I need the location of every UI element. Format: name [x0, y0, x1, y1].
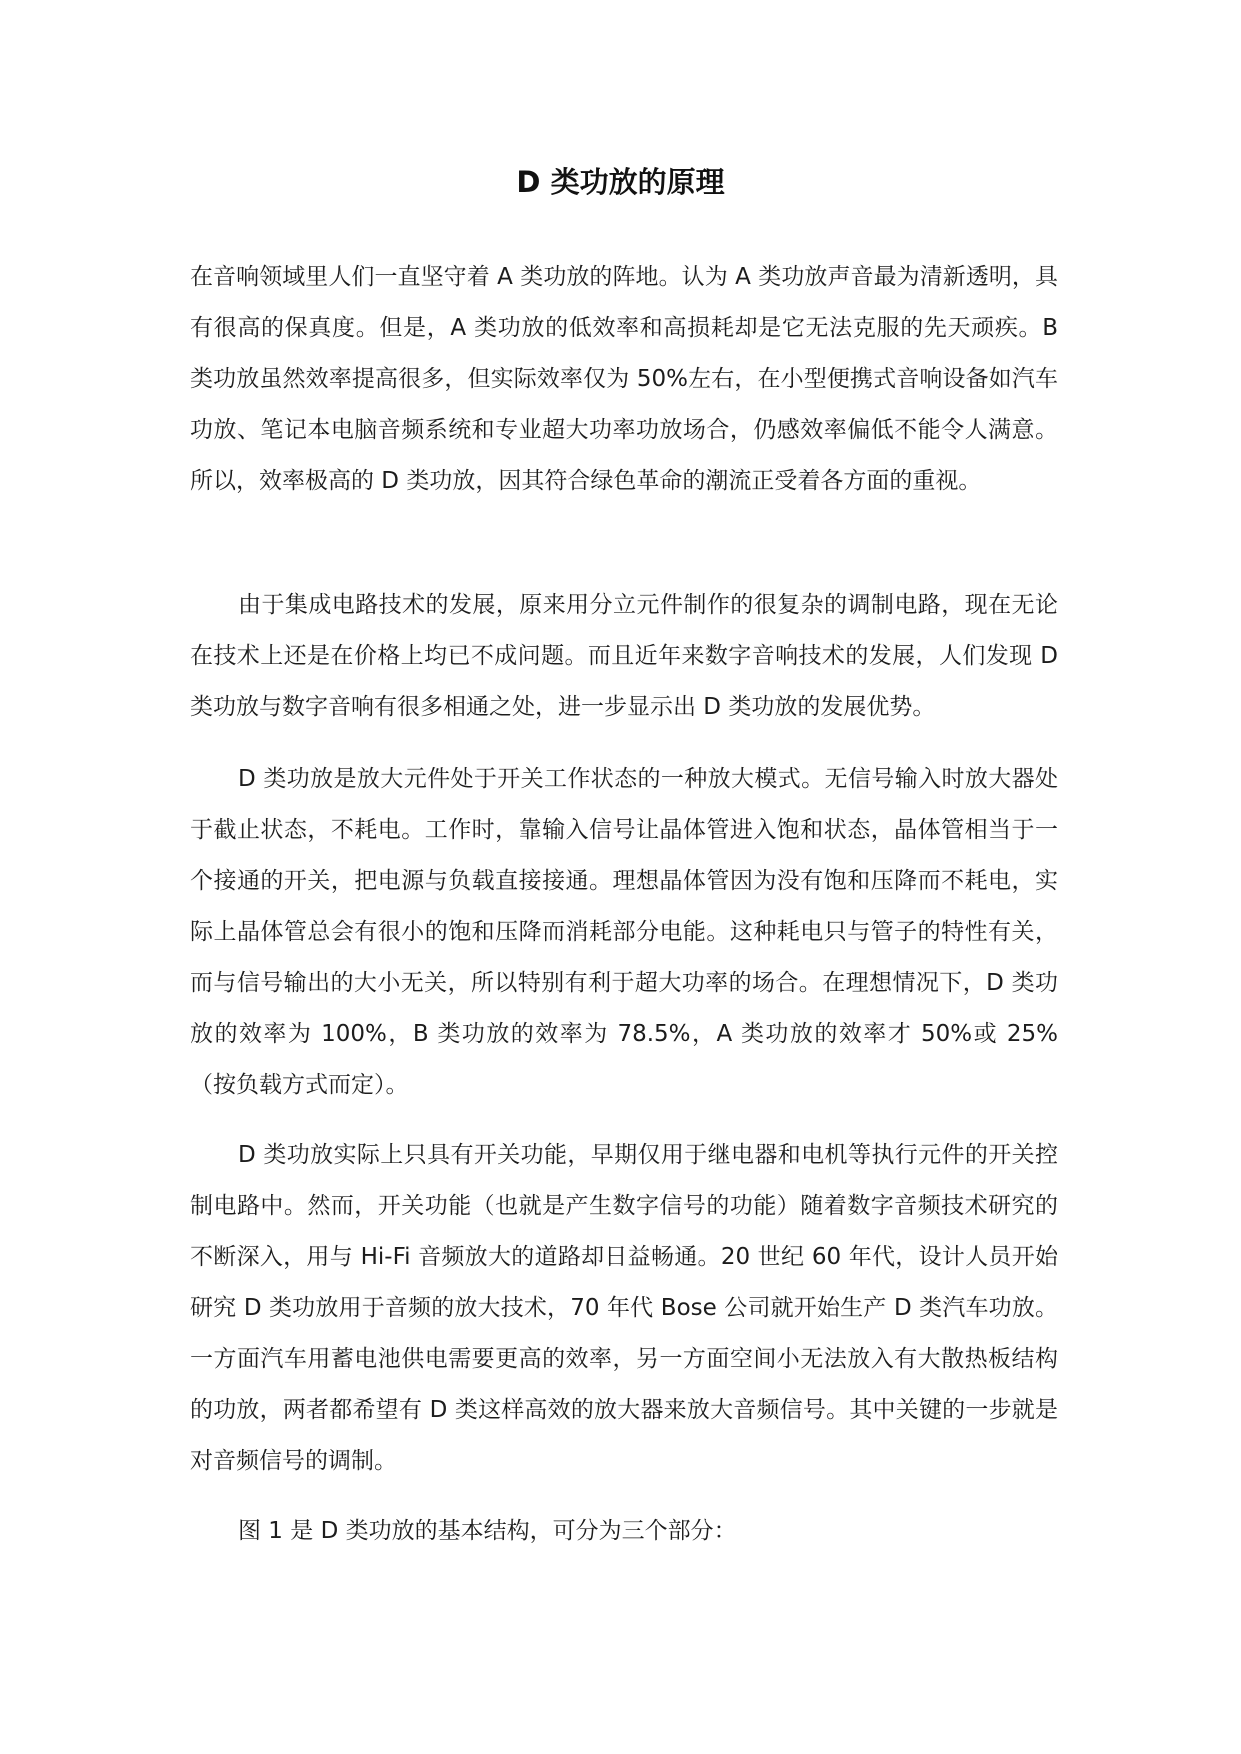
- paragraph-intro: 在音响领域里人们一直坚守着 A 类功放的阵地。认为 A 类功放声音最为清新透明，具有很高的保真度。但是，A 类功放的低效率和高损耗却是它无法克服的先天顽疾。B 类功放虽然效率提高很多，但实际效率仅为 50%左右，在小型便携式音响设备如汽车功放、笔记本电脑音频系统和专业超大功率功放场合，仍感效率偏低不能令人满意。所以，效率极高的 D 类功放，因其符合绿色革命的潮流正受着各方面的重视。: [190, 264, 1058, 494]
- paragraph-history: D 类功放实际上只具有开关功能，早期仅用于继电器和电机等执行元件的开关控制电路中。然而，开关功能（也就是产生数字信号的功能）随着数字音频技术研究的不断深入，用与 Hi-Fi 音频放大的道路却日益畅通。20 世纪 60 年代，设计人员开始研究 D 类功放用于音频的放大技术，70 年代 Bose 公司就开始生产 D 类汽车功放。一方面汽车用蓄电池供电需要更高的效率，另一方面空间小无法放入有大散热板结构的功放，两者都希望有 D 类这样高效的放大器来放大音频信号。其中关键的一步就是对音频信号的调制。: [190, 1142, 1058, 1474]
- paragraph-switching-mode: D 类功放是放大元件处于开关工作状态的一种放大模式。无信号输入时放大器处于截止状态，不耗电。工作时，靠输入信号让晶体管进入饱和状态，晶体管相当于一个接通的开关，把电源与负载直接接通。理想晶体管因为没有饱和压降而不耗电，实际上晶体管总会有很小的饱和压降而消耗部分电能。这种耗电只与管子的特性有关，而与信号输出的大小无关，所以特别有利于超大功率的场合。在理想情况下，D 类功放的效率为 100%，B 类功放的效率为 78.5%，A 类功放的效率才 50%或 25%（按负载方式而定）。: [190, 766, 1058, 1098]
- document-title: D 类功放的原理: [516, 165, 725, 199]
- paragraph-integrated-circuit: 由于集成电路技术的发展，原来用分立元件制作的很复杂的调制电路，现在无论在技术上还是在价格上均已不成问题。而且近年来数字音响技术的发展，人们发现 D 类功放与数字音响有很多相通之处，进一步显示出 D 类功放的发展优势。: [190, 592, 1058, 720]
- paragraph-figure-reference: 图 1 是 D 类功放的基本结构，可分为三个部分：: [238, 1518, 737, 1544]
